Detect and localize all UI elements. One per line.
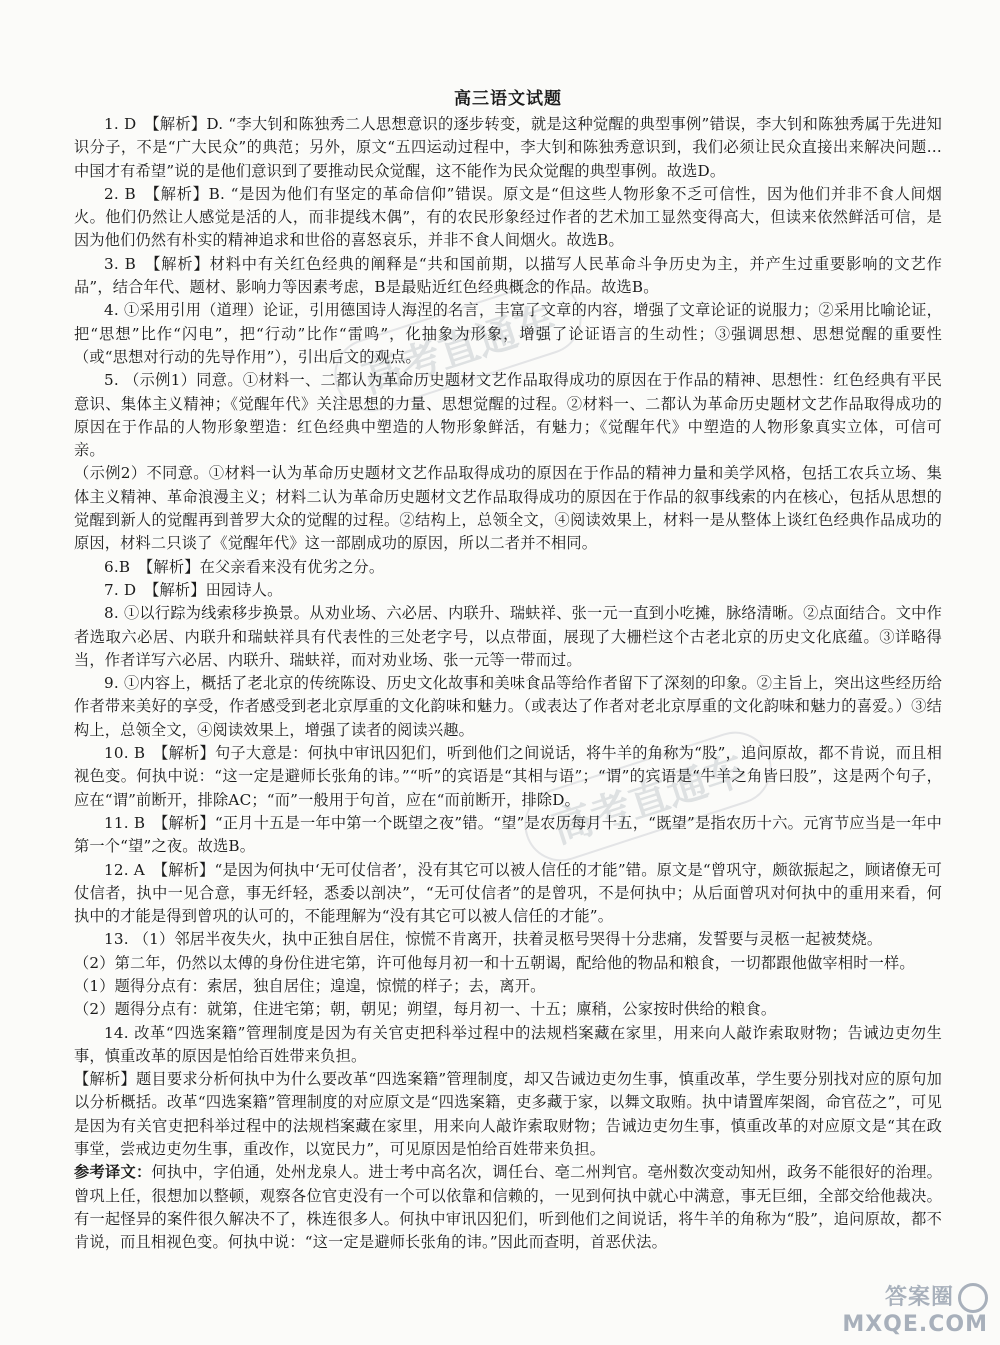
answer-1: 1. D 【解析】D. “李大钊和陈独秀二人思想意识的逐步转变，就是这种觉醒的典型事例”错误，李大钊和陈独秀属于先进知识分子，不是“广大民众”的典范；另外，原文“五四运动过程中，李大钊和陈独秀意识到，我们必须让民众直接出来解决问题…中国才有希望”说的是他们意识到了要推动民众觉醒，这不能作为民众觉醒的典型事例。故选D。	[74, 115, 942, 180]
answer-5-example-1: 5. （示例1）同意。①材料一、二都认为革命历史题材文艺作品取得成功的原因在于作品的精神、思想性：红色经典有平民意识、集体主义精神；《觉醒年代》关注思想的力量、思想觉醒的过程。②材料一、二都认为革命历史题材文艺作品取得成功的原因在于作品的人物形象塑造：红色经典中塑造的人物形象鲜活，有魅力；《觉醒年代》中塑造的人物形象真实立体，可信可亲。	[74, 371, 942, 460]
answer-11: 11. B 【解析】“正月十五是一年中第一个既望之夜”错。“望”是农历每月十五，“既望”是指农历十六。元宵节应当是一年中第一个“望”之夜。故选B。	[74, 813, 942, 856]
watermark-line-1: 答案圈	[842, 1283, 988, 1313]
reference-translation	[74, 1161, 942, 1254]
answer-7: 7. D 【解析】田园诗人。	[104, 580, 283, 599]
translation-label: 参考译文：	[74, 1163, 152, 1182]
answer-13-scoring-1: （1）题得分点有：索居，独自居住；遑遑，惊慌的样子；去，离开。	[74, 976, 546, 995]
answer-14: 14. 改革“四选案籍”管理制度是因为有关官吏把科举过程中的法规档案藏在家里，用来向人敲诈索取财物；告诫边吏勿生事，慎重改革的原因是怕给百姓带来负担。	[74, 1023, 942, 1065]
answer-13-scoring-2: （2）题得分点有：就第，住进宅第；朝，朝见；朔望，每月初一、十五；廪稍，公家按时供给的粮食。	[74, 1000, 777, 1019]
answer-14-analysis: 【解析】题目要求分析何执中为什么要改革“四选案籍”管理制度，却又告诫边吏勿生事，慎重改革，学生要分别找对应的原句加以分析概括。改革“四选案籍”管理制度的对应原文是“四选案籍，吏多藏于家，以舞文取贿。执中请置库架阁，命官莅之”，可见是因为有关官吏把科举过程中的法规档案藏在家里，用来向人敲诈索取财物；告诫边吏勿生事，慎重改革的对应原文是“其在政事堂，尝戒边吏勿生事，重改作，以宽民力”，可见原因是怕给百姓带来负担。	[74, 1070, 942, 1159]
answer-8: 8. ①以行踪为线索移步换景。从劝业场、六必居、内联升、瑞蚨祥、张一元一直到小吃摊，脉络清晰。②点面结合。文中作者选取六必居、内联升和瑞蚨祥具有代表性的三处老字号，以点带面，展现了大栅栏这个古老北京的历史文化底蕴。③详略得当，作者详写六必居、内联升、瑞蚨祥，而对劝业场、张一元等一带而过。	[74, 604, 942, 669]
site-watermark	[842, 1283, 988, 1337]
answer-2: 2. B 【解析】B. “是因为他们有坚定的革命信仰”错误。原文是“但这些人物形象不乏可信性，因为他们并非不食人间烟火。他们仍然让人感觉是活的人，而非提线木偶”，有的农民形象经过作者的艺术加工显然变得高大，但读来依然鲜活可信，是因为他们仍然有朴实的精神追求和世俗的喜怒哀乐，并非不食人间烟火。故选B。	[74, 184, 942, 250]
page-content	[74, 84, 942, 1255]
background-stamp: 高考直通车	[325, 272, 591, 421]
answer-10: 10. B 【解析】句子大意是：何执中审讯囚犯们，听到他们之间说话，将牛羊的角称为“股”，追问原故，都不肯说，而且相视色变。何执中说：“这一定是避师长张角的讳。”“听”的宾语是“其相与语”；“谓”的宾语是“牛羊之角皆曰股”，这是两个句子，应在“谓”前断开，排除AC；“而”一般用于句首，应在“而前断开，排除D。	[74, 744, 942, 809]
page-title: 高三语文试题	[454, 89, 562, 109]
answer-13-2: （2）第二年，仍然以太傅的身份住进宅第，许可他每月初一和十五朝谒，配给他的物品和粮食，一切都跟他做宰相时一样。	[74, 953, 915, 972]
answer-4: 4. ①采用引用（道理）论证，引用德国诗人海涅的名言，丰富了文章的内容，增强了文章论证的说服力；②采用比喻论证，把“思想”比作“闪电”，把“行动”比作“雷鸣”，化抽象为形象，增强了论证语言的生动性；③强调思想、思想觉醒的重要性（或“思想对行动的先导作用”），引出后文的观点。	[74, 301, 942, 366]
answer-3: 3. B 【解析】材料中有关红色经典的阐释是“共和国前期，以描写人民革命斗争历史为主，并产生过重要影响的文艺作品”，结合年代、题材、影响力等因素考虑，B是最贴近红色经典概念的作品。故选B。	[74, 254, 942, 297]
answer-5-example-2: （示例2）不同意。①材料一认为革命历史题材文艺作品取得成功的原因在于作品的精神力量和美学风格，包括工农兵立场、集体主义精神、革命浪漫主义；材料二认为革命历史题材文艺作品取得成功的原因在于作品的叙事线索的内在核心，包括从思想的觉醒到新人的觉醒再到普罗大众的觉醒的过程。②结构上，总领全文，④阅读效果上，材料一是从整体上谈红色经典作品成功的原因，材料二只谈了《觉醒年代》这一部剧成功的原因，所以二者并不相同。	[74, 464, 942, 553]
answer-13-1: 13. （1）邻居半夜失火，执中正独自居住，惊慌不肯离开，扶着灵柩号哭得十分悲痛，发誓要与灵柩一起被焚烧。	[104, 930, 883, 949]
background-stamp: 高考直通车	[515, 722, 781, 871]
watermark-line-2: MXQE.COM	[842, 1312, 988, 1337]
answer-9: 9. ①内容上，概括了老北京的传统陈设、历史文化故事和美味食品等给作者留下了深刻的印象。②主旨上，突出这些经历给作者带来美好的享受，作者感受到老北京厚重的文化韵味和魅力。（或表达了作者对老北京厚重的文化韵味和魅力的喜爱。）③结构上，总领全文，④阅读效果上，增强了读者的阅读兴趣。	[74, 674, 942, 739]
answer-12: 12. A 【解析】“是因为何执中‘无可仗信者’，没有其它可以被人信任的才能”错。原文是“曾巩守，颇欲振起之，顾诸僚无可仗信者，执中一见合意，事无纤轻，悉委以剖决”，“无可仗信者”的是曾巩，不是何执中；从后面曾巩对何执中的重用来看，何执中的才能是得到曾巩的认可的，不能理解为“没有其它可以被人信任的才能”。	[74, 860, 942, 926]
translation-text: 何执中，字伯通，处州龙泉人。进士考中高名次，调任台、亳二州判官。亳州数次变动知州，政务不能很好的治理。曾巩上任，很想加以整顿，观察各位官吏没有一个可以依靠和信赖的，一见到何执中就心中满意，事无巨细，全部交给他裁决。有一起怪异的案件很久解决不了，株连很多人。何执中审讯囚犯们，听到他们之间说话，将牛羊的角称为“股”，追问原故，都不肯说，而且相视色变。何执中说：“这一定是避师长张角的讳。”因此而查明，首恶伏法。	[74, 1163, 943, 1252]
answer-6: 6.B 【解析】在父亲看来没有优劣之分。	[104, 557, 385, 576]
watermark-logo-icon	[958, 1283, 988, 1313]
